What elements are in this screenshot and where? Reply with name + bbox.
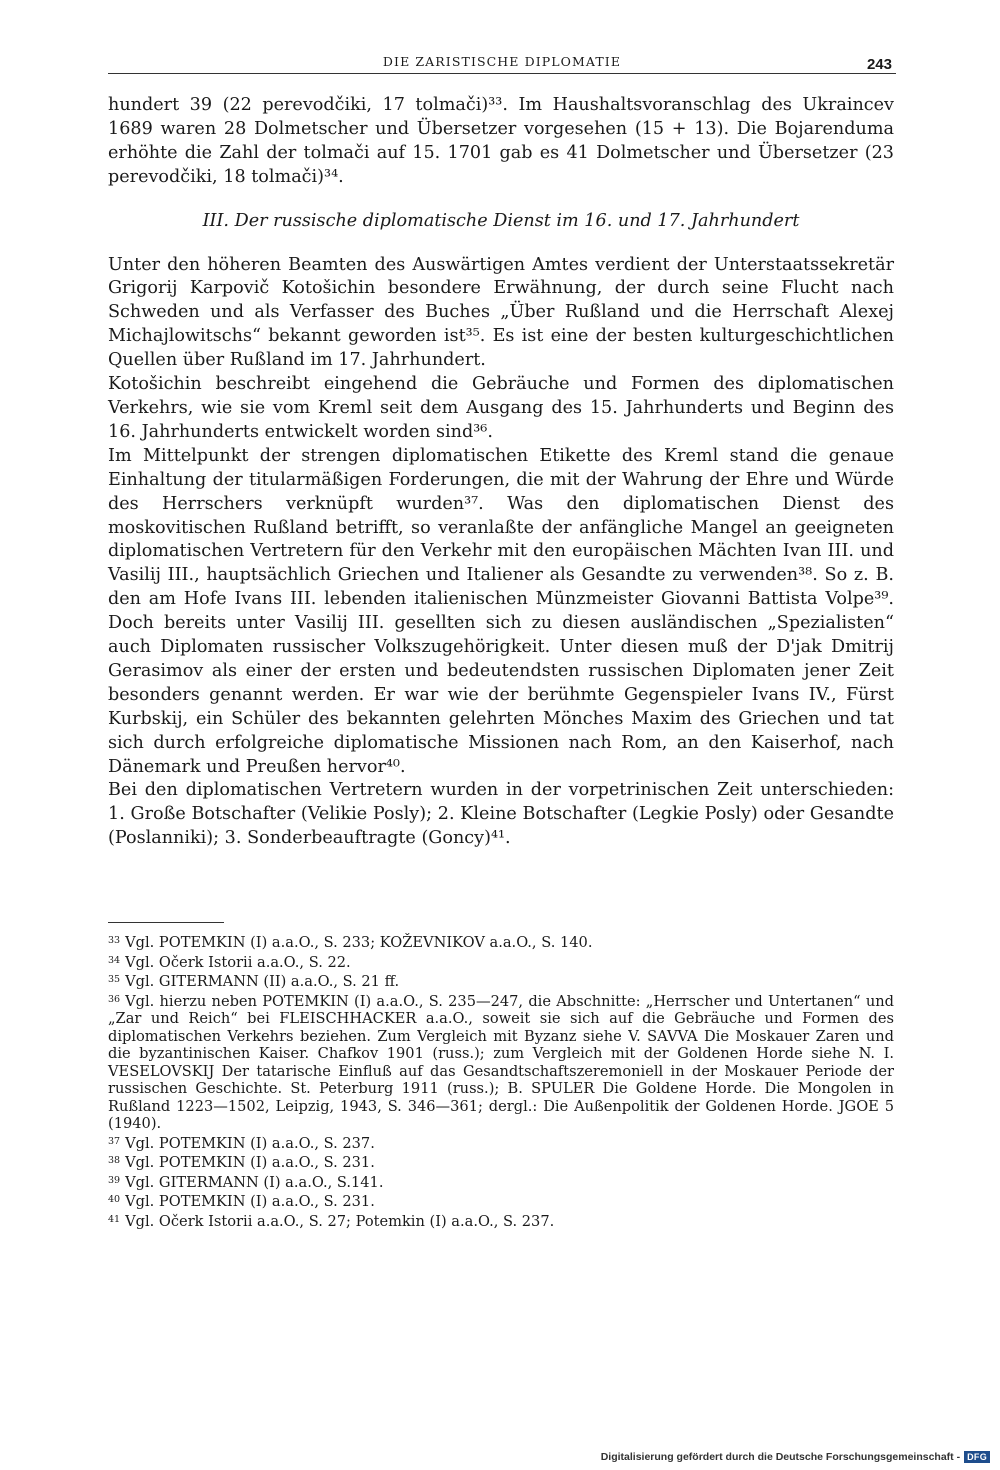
footnote-text: Vgl. POTEMKIN (I) a.a.O., S. 231. — [125, 1154, 375, 1171]
main-text — [108, 94, 894, 851]
intro-paragraph: hundert 39 (22 perevodčiki, 17 tolmači)³³. Im Haushaltsvoranschlag des Ukraincev 1689 waren 28 Dolmetscher und Übersetzer vorgesehen (15 + 13). Die Bojarenduma erhöhte die Zahl der tolmači auf 15. 1701 gab es 41 Dolmetscher und Übersetzer (23 perevodčiki, 18 tolmači)³⁴. — [108, 95, 894, 187]
footnote-number: 41 — [108, 1213, 121, 1225]
footnote-number: 34 — [108, 954, 121, 966]
footnote-34 — [108, 952, 894, 972]
dfg-logo: DFG — [964, 1451, 990, 1463]
digitization-notice — [601, 1451, 990, 1463]
footnote-number: 40 — [108, 1194, 121, 1205]
footnote-36 — [108, 991, 894, 1133]
section-heading: III. Der russische diplomatische Dienst im 16. und 17. Jahrhundert — [202, 210, 800, 231]
footnote-number: 35 — [108, 974, 121, 985]
running-title: DIE ZARISTISCHE DIPLOMATIE — [382, 54, 622, 69]
footnote-text: Vgl. POTEMKIN (I) a.a.O., S. 231. — [125, 1193, 375, 1210]
footnote-text: Vgl. POTEMKIN (I) a.a.O., S. 233; KOŽEVNIKOV a.a.O., S. 140. — [125, 934, 593, 951]
running-header — [108, 52, 896, 78]
footnote-41 — [108, 1211, 894, 1231]
footnote-number: 38 — [108, 1155, 121, 1166]
paragraph: Im Mittelpunkt der strengen diplomatischen Etikette des Kreml stand die genaue Einhaltung der titularmäßigen Forderungen, die mit der Wahrung der Ehre und Würde des Herrschers verknüpft wurden³⁷. Was den diplomatischen Dienst des moskovitischen Rußland betrifft, so veranlaßte der anfängliche Mangel an geeigneten diplomatischen Vertretern für den Verkehr mit den europäischen Mächten Ivan III. und Vasilij III., hauptsächlich Griechen und Italiener als Gesandte zu verwenden³⁸. So z. B. den am Hofe Ivans III. lebenden italienischen Münzmeister Giovanni Battista Volpe³⁹. Doch bereits unter Vasilij III. gesellten sich zu diesen ausländischen „Spezialisten“ auch Diplomaten russischer Volkszugehörigkeit. Unter diesen muß der D'jak Dmitrij Gerasimov als einer der ersten und bedeutendsten russischen Diplomaten jener Zeit besonders genannt werden. Er war wie der berühmte Gegenspieler Ivans IV., Fürst Kurbskij, ein Schüler des bekannten gelehrten Mönches Maxim des Griechen und tat sich durch erfolgreiche diplomatische Missionen nach Rom, an den Kaiserhof, nach Dänemark und Preußen hervor⁴⁰. — [108, 445, 894, 777]
footnotes — [108, 932, 894, 1230]
footnote-number: 33 — [108, 935, 121, 946]
footnote-40 — [108, 1191, 894, 1211]
footnote-39 — [108, 1172, 894, 1192]
footnote-37 — [108, 1133, 894, 1153]
footnote-38 — [108, 1152, 894, 1172]
footnote-text: Vgl. GITERMANN (II) a.a.O., S. 21 ff. — [125, 973, 400, 990]
footnote-text: Vgl. Očerk Istorii a.a.O., S. 27; Potemkin (I) a.a.O., S. 237. — [125, 1212, 555, 1230]
footnote-rule — [108, 922, 224, 923]
paragraph: Unter den höheren Beamten des Auswärtigen Amtes verdient der Unterstaatssekretär Grigorij Karpovič Kotošichin besondere Erwähnung, der durch seine Flucht nach Schweden und als Verfasser des Buches „Über Rußland und die Herrschaft Alexej Michajlowitschs“ bekannt geworden ist³⁵. Es ist eine der besten kulturgeschichtlichen Quellen über Rußland im 17. Jahrhundert. — [108, 254, 894, 371]
footnote-number: 37 — [108, 1135, 121, 1147]
footnote-number: 36 — [108, 993, 121, 1005]
digitization-text: Digitalisierung gefördert durch die Deutsche Forschungsgemeinschaft - — [600, 1451, 961, 1463]
paragraph: Bei den diplomatischen Vertretern wurden in der vorpetrinischen Zeit unterschieden: 1. Große Botschafter (Velikie Posly); 2. Kleine Botschafter (Legkie Posly) oder Gesandte (Poslanniki); 3. Sonderbeauftragte (Goncy)⁴¹. — [108, 780, 894, 849]
footnote-text: Vgl. GITERMANN (I) a.a.O., S.141. — [125, 1173, 384, 1191]
footnote-35 — [108, 971, 894, 991]
footnote-text: Vgl. POTEMKIN (I) a.a.O., S. 237. — [125, 1134, 375, 1152]
footnote-number: 39 — [108, 1174, 121, 1186]
page-number: 243 — [866, 56, 892, 73]
footnote-text: Vgl. hierzu neben POTEMKIN (I) a.a.O., S. 235—247, die Abschnitte: „Herrscher und Untertanen“ und „Zar und Reich“ bei FLEISCHHACKER a.a.O., soweit sie sich auf die Gebräuche und Formen des diplomatischen Verkehrs beziehen. Zum Vergleich mit Byzanz siehe V. SAVVA Die Moskauer Zaren und die byzantinischen Kaiser. Chafkov 1901 (russ.); zum Vergleich mit der Goldenen Horde siehe N. I. VESELOVSKIJ Der tatarische Einfluß auf das Gesandtschaftszeremoniell in der Moskauer Periode der russischen Geschichte. St. Peterburg 1911 (russ.); B. SPULER Die Goldene Horde. Die Mongolen in Rußland 1223—1502, Leipzig, 1943, S. 346—361; dergl.: Die Außenpolitik der Goldenen Horde. JGOE 5 (1940). — [108, 992, 894, 1132]
header-rule — [108, 73, 896, 74]
footnote-33 — [108, 932, 894, 952]
footnote-text: Vgl. Očerk Istorii a.a.O., S. 22. — [125, 953, 351, 971]
paragraph: Kotošichin beschreibt eingehend die Gebräuche und Formen des diplomatischen Verkehrs, wie sie vom Kreml seit dem Ausgang des 15. Jahrhunderts und Beginn des 16. Jahrhunderts entwickelt worden sind³⁶. — [108, 374, 894, 442]
